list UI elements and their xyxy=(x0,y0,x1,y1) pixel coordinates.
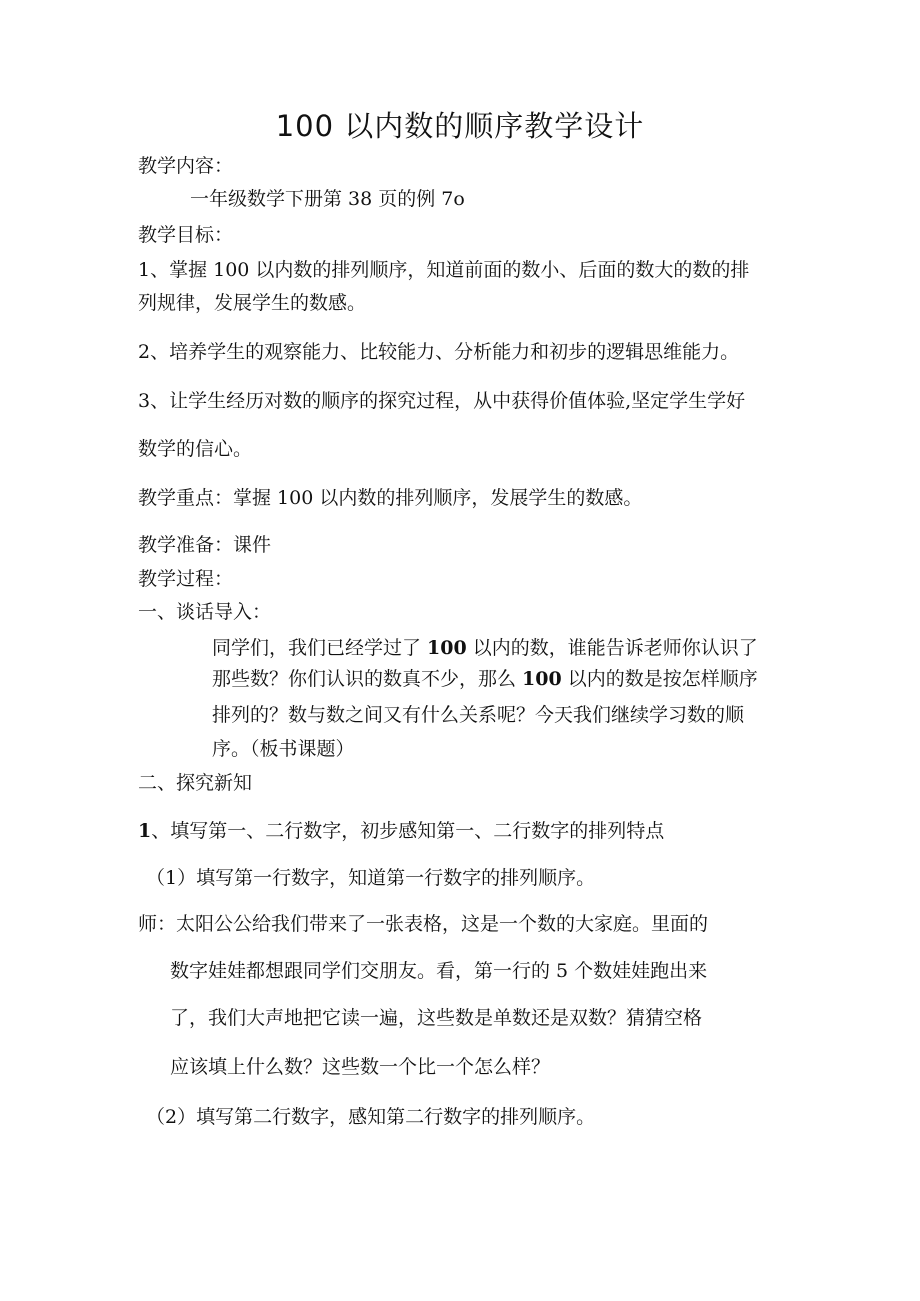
goals-heading: 教学目标： xyxy=(138,224,234,246)
section-1-heading: 一、谈话导入： xyxy=(138,601,272,623)
step-1-number: 1 xyxy=(138,820,152,842)
intro-line-3: 排列的？数与数之间又有什么关系呢？今天我们继续学习数的顺 xyxy=(212,704,745,726)
content-text: 一年级数学下册第 38 页的例 7o xyxy=(190,188,465,210)
teacher-line-2: 数字娃娃都想跟同学们交朋友。看，第一行的 5 个数娃娃跑出来 xyxy=(170,960,708,982)
goal-1-line-1: 1、掌握 100 以内数的排列顺序，知道前面的数小、后面的数大的数的排 xyxy=(138,259,750,281)
step-1 xyxy=(138,819,664,843)
intro-text: 以内的数是按怎样顺序 xyxy=(561,668,758,690)
intro-text: 那些数？你们认识的数真不少，那么 xyxy=(212,668,523,690)
teacher-line-4: 应该填上什么数？这些数一个比一个怎么样？ xyxy=(170,1056,551,1078)
content-heading: 教学内容： xyxy=(138,155,234,177)
sub-step-1: （1）填写第一行数字，知道第一行数字的排列顺序。 xyxy=(146,867,596,889)
intro-text: 同学们，我们已经学过了 xyxy=(212,637,428,659)
key-point: 教学重点：掌握 100 以内数的排列顺序，发展学生的数感。 xyxy=(138,487,643,509)
goal-3-line-1: 3、让学生经历对数的顺序的探究过程，从中获得价值体验,坚定学生学好 xyxy=(138,390,746,412)
intro-number: 100 xyxy=(427,637,467,659)
goal-2: 2、培养学生的观察能力、比较能力、分析能力和初步的逻辑思维能力。 xyxy=(138,341,740,363)
preparation: 教学准备：课件 xyxy=(138,534,272,556)
goal-1-line-2: 列规律，发展学生的数感。 xyxy=(138,292,367,314)
intro-number: 100 xyxy=(522,668,562,690)
intro-text: 以内的数，谁能告诉老师你认识了 xyxy=(466,637,758,659)
intro-line-1 xyxy=(212,636,758,660)
goal-3-line-2: 数学的信心。 xyxy=(138,438,253,460)
intro-line-4: 序。（板书课题） xyxy=(212,738,355,760)
page-title: 100 以内数的顺序教学设计 xyxy=(275,109,645,143)
teacher-line-1: 师：太阳公公给我们带来了一张表格，这是一个数的大家庭。里面的 xyxy=(138,913,709,935)
process-heading: 教学过程： xyxy=(138,568,234,590)
section-2-heading: 二、探究新知 xyxy=(138,772,253,794)
intro-line-2 xyxy=(212,667,758,691)
sub-step-2: （2）填写第二行数字，感知第二行数字的排列顺序。 xyxy=(146,1106,596,1128)
teacher-line-3: 了，我们大声地把它读一遍，这些数是单数还是双数？猜猜空格 xyxy=(170,1007,703,1029)
step-1-text: 、填写第一、二行数字，初步感知第一、二行数字的排列特点 xyxy=(151,820,665,842)
